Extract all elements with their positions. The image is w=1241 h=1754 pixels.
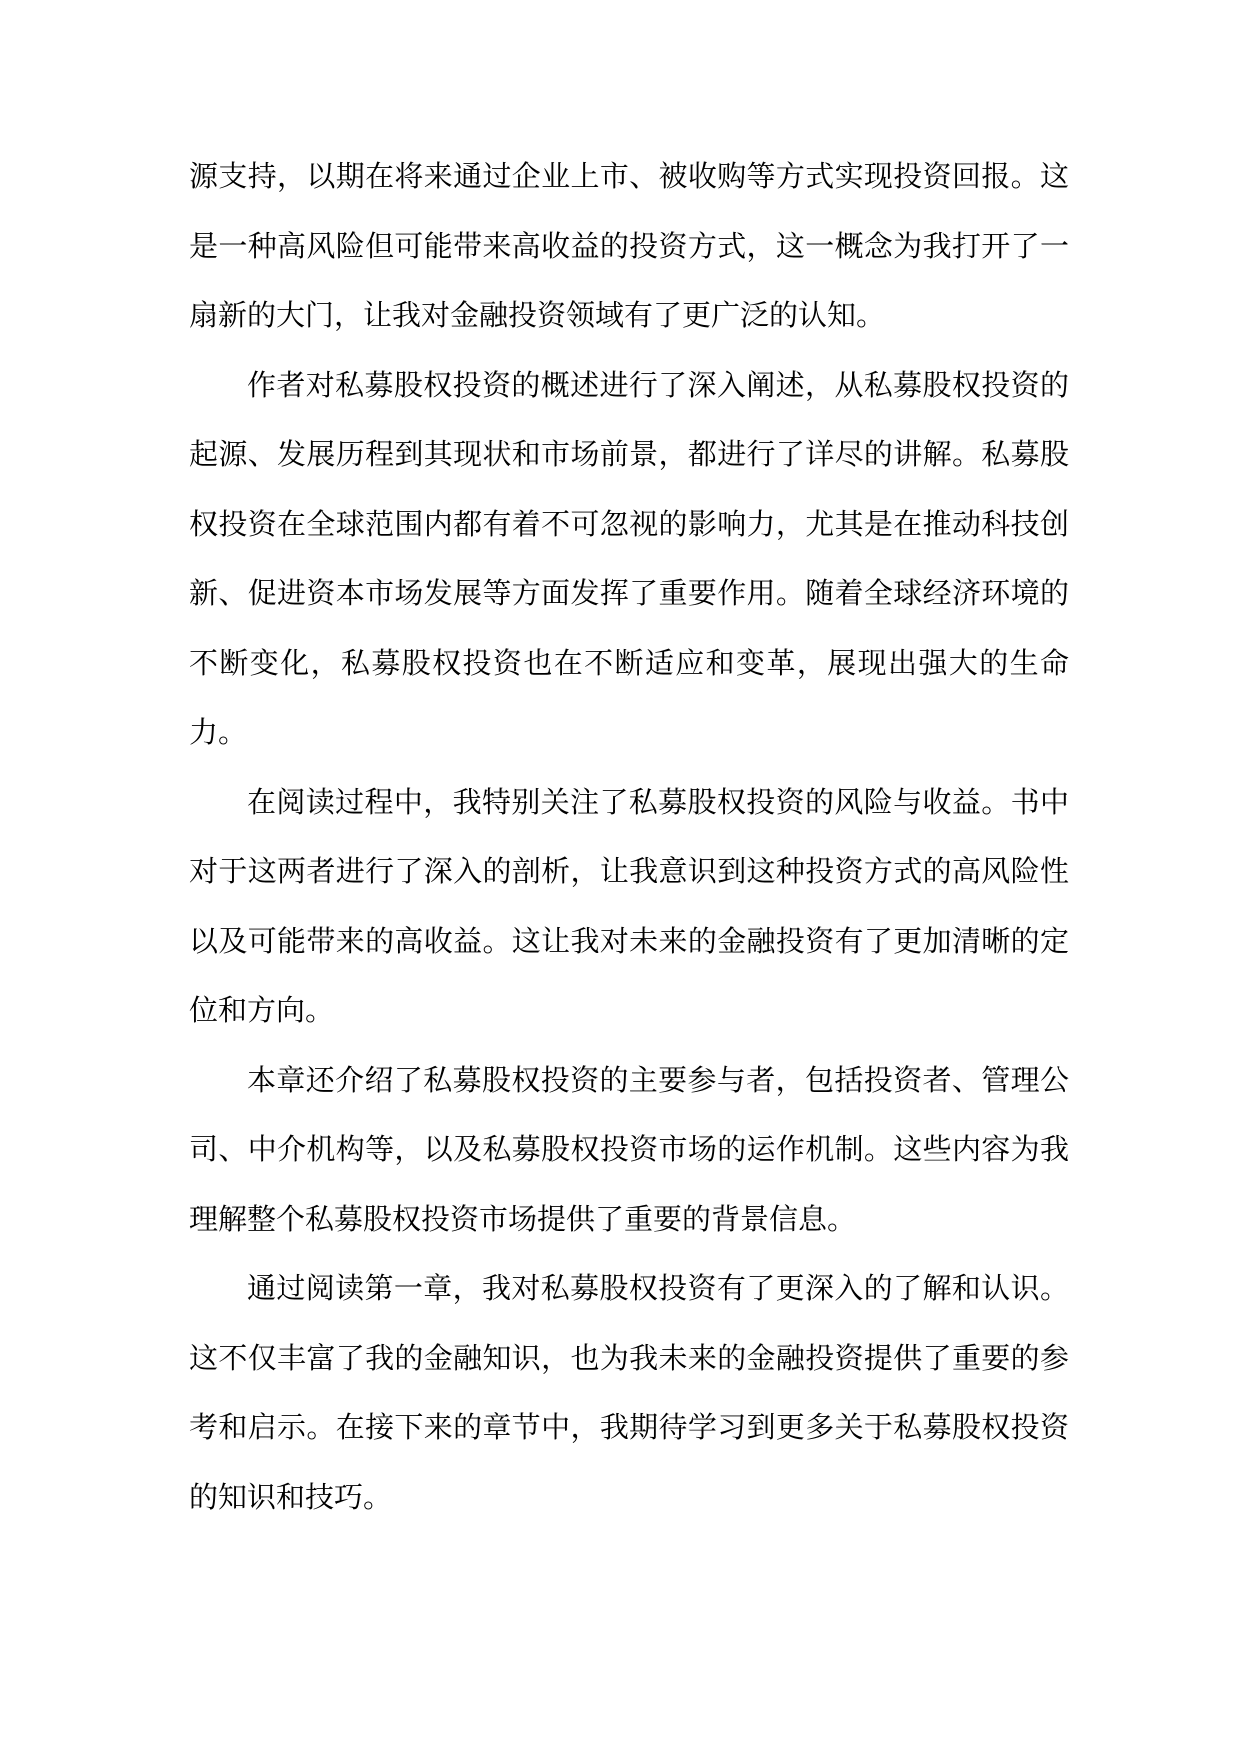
- paragraph-risk-return: 在阅读过程中，我特别关注了私募股权投资的风险与收益。书中对于这两者进行了深入的剖析，让我意识到这种投资方式的高风险性以及可能带来的高收益。这让我对未来的金融投资有了更加清晰的定位和方向。: [189, 784, 1069, 1027]
- document-body: [189, 142, 1069, 1532]
- paragraph-participants: 本章还介绍了私募股权投资的主要参与者，包括投资者、管理公司、中介机构等，以及私募股权投资市场的运作机制。这些内容为我理解整个私募股权投资市场提供了重要的背景信息。: [189, 1062, 1069, 1236]
- paragraph-continued: 源支持，以期在将来通过企业上市、被收购等方式实现投资回报。这是一种高风险但可能带来高收益的投资方式，这一概念为我打开了一扇新的大门，让我对金融投资领域有了更广泛的认知。: [189, 159, 1069, 332]
- paragraph-overview: 作者对私募股权投资的概述进行了深入阐述，从私募股权投资的起源、发展历程到其现状和市场前景，都进行了详尽的讲解。私募股权投资在全球范围内都有着不可忽视的影响力，尤其是在推动科技创新、促进资本市场发展等方面发挥了重要作用。随着全球经济环境的不断变化，私募股权投资也在不断适应和变革，展现出强大的生命力。: [189, 367, 1069, 749]
- paragraph-conclusion: 通过阅读第一章，我对私募股权投资有了更深入的了解和认识。这不仅丰富了我的金融知识，也为我未来的金融投资提供了重要的参考和启示。在接下来的章节中，我期待学习到更多关于私募股权投资的知识和技巧。: [189, 1271, 1069, 1514]
